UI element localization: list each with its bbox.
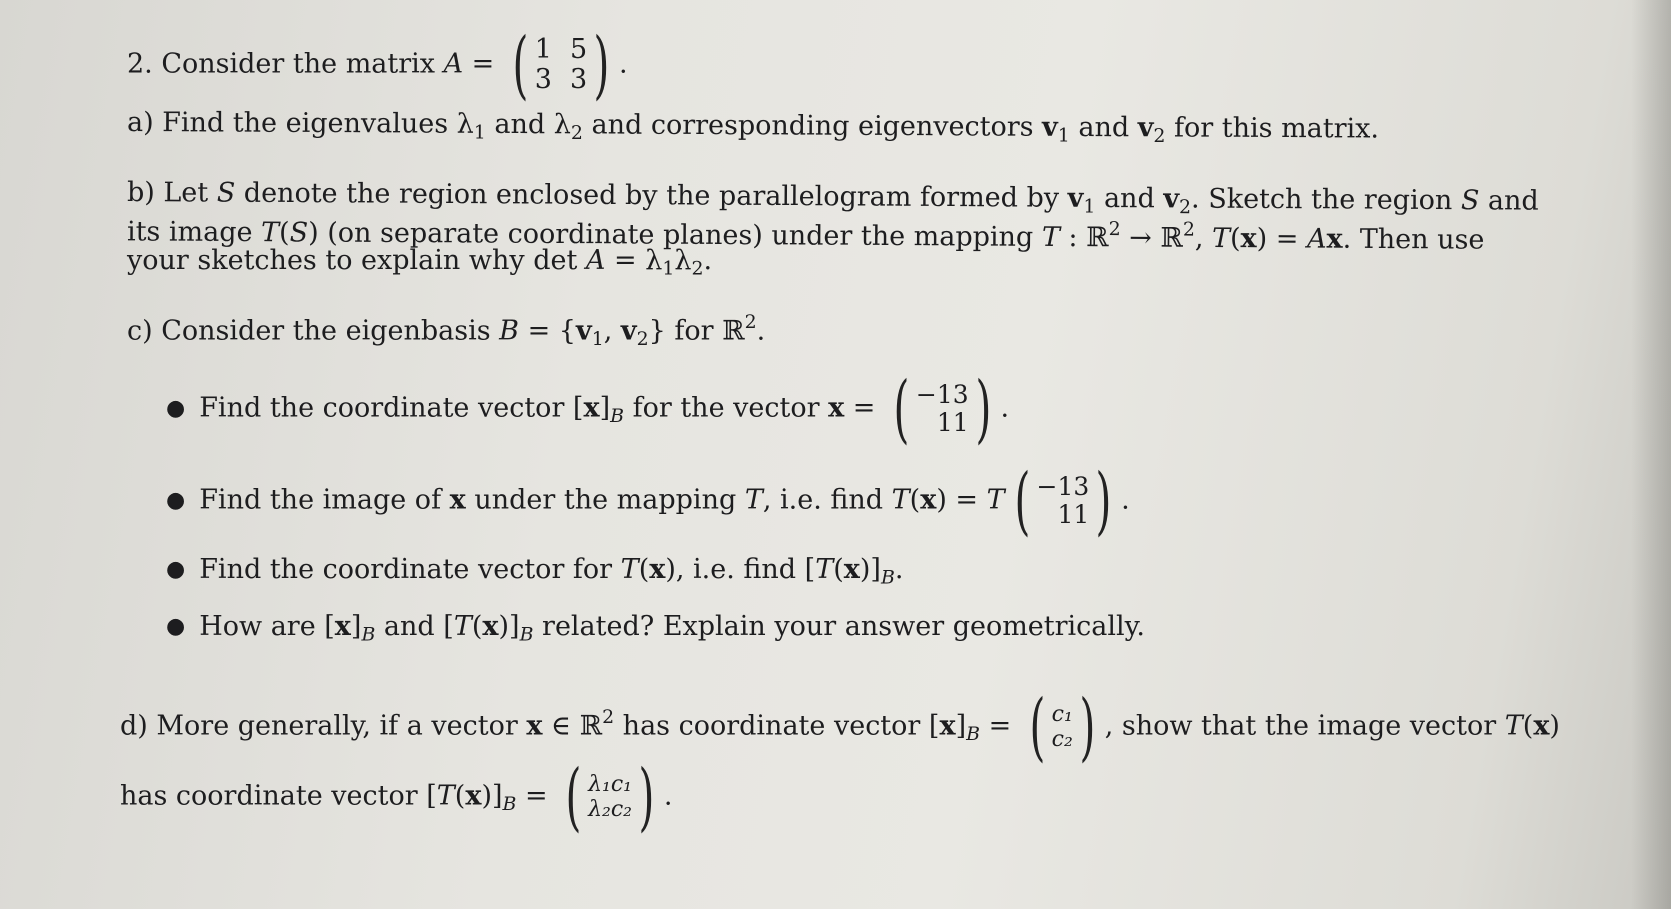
text: ] bbox=[350, 611, 362, 642]
map-t: T bbox=[453, 611, 472, 642]
text: and bbox=[1479, 185, 1539, 217]
map-t: T bbox=[261, 217, 280, 249]
text: a) Find the eigenvalues bbox=[126, 107, 457, 140]
column-vector: ( −13 11 ) bbox=[893, 366, 992, 452]
period: . bbox=[1121, 484, 1130, 516]
vector-v: v bbox=[1067, 182, 1084, 214]
text: , show that the image vector bbox=[1104, 710, 1505, 742]
text: = bbox=[980, 710, 1020, 742]
subscript: 1 bbox=[1057, 124, 1070, 147]
superscript: 2 bbox=[744, 311, 757, 333]
text: . bbox=[703, 245, 713, 276]
text: = bbox=[516, 780, 557, 812]
text: ( bbox=[638, 554, 650, 585]
matrix-variable: A bbox=[585, 245, 606, 276]
text: → ℝ bbox=[1120, 222, 1183, 254]
subscript: 1 bbox=[662, 257, 675, 280]
map-t: T bbox=[986, 484, 1005, 516]
vector-x: x bbox=[482, 611, 499, 642]
lambda: λ bbox=[553, 109, 572, 141]
text: ] bbox=[599, 392, 611, 424]
vector-x: x bbox=[526, 710, 543, 742]
text: has coordinate vector [ bbox=[614, 710, 940, 742]
vector-v: v bbox=[620, 315, 637, 347]
text: , bbox=[1194, 222, 1213, 254]
text: and bbox=[1069, 111, 1138, 144]
text: ( bbox=[1522, 710, 1534, 742]
map-t: T bbox=[891, 484, 910, 516]
vector-v: v bbox=[575, 315, 592, 347]
part-a bbox=[127, 107, 1379, 149]
text: Find the coordinate vector for bbox=[199, 554, 621, 585]
text: for the vector bbox=[624, 392, 829, 424]
vector-entry: λ₁c₁ bbox=[588, 771, 632, 797]
text: c) Consider the eigenbasis bbox=[127, 315, 500, 347]
set-s: S bbox=[216, 177, 236, 209]
part-d-line-2 bbox=[120, 754, 673, 840]
map-t: T bbox=[815, 554, 834, 585]
period: . bbox=[1000, 392, 1010, 424]
subscript: 1 bbox=[473, 121, 486, 144]
vector-entry: 11 bbox=[936, 408, 969, 437]
set-s: S bbox=[1460, 185, 1480, 217]
text: ( bbox=[1229, 223, 1241, 255]
text: . bbox=[894, 554, 904, 585]
subscript: 1 bbox=[591, 327, 604, 350]
basis-subscript: B bbox=[880, 566, 895, 589]
basis-b: B bbox=[499, 315, 520, 347]
bullet-item-2 bbox=[166, 458, 1130, 544]
page-shadow-edge bbox=[1631, 0, 1671, 909]
bullet-item-3 bbox=[166, 554, 903, 589]
basis-subscript: B bbox=[519, 623, 534, 646]
text: for this matrix. bbox=[1165, 112, 1380, 145]
text: has coordinate vector [ bbox=[120, 780, 437, 812]
matrix-entry: 3 bbox=[569, 64, 588, 95]
vector-entry: c₂ bbox=[1051, 727, 1073, 752]
text: ] bbox=[955, 710, 967, 742]
basis-subscript: B bbox=[610, 405, 625, 428]
map-t: T bbox=[1211, 222, 1231, 255]
text: λ bbox=[674, 245, 692, 276]
text: . Sketch the region bbox=[1191, 183, 1461, 217]
text: )] bbox=[481, 780, 503, 812]
question-intro bbox=[127, 22, 628, 108]
text: and [ bbox=[375, 611, 454, 642]
text: , bbox=[603, 315, 621, 347]
superscript: 2 bbox=[1108, 217, 1121, 241]
text: , i.e. find bbox=[762, 484, 892, 516]
lambda: λ bbox=[456, 108, 474, 140]
vector-entry: −13 bbox=[915, 379, 969, 409]
text: ( bbox=[833, 554, 844, 585]
subscript: 2 bbox=[636, 327, 649, 350]
vector-v: v bbox=[1042, 111, 1058, 143]
equals-sign: = bbox=[463, 48, 503, 80]
text: ( bbox=[279, 217, 290, 249]
text: your sketches to explain why det bbox=[127, 245, 586, 276]
vector-entry: −13 bbox=[1036, 471, 1090, 501]
period: . bbox=[663, 780, 673, 812]
text: ) bbox=[1549, 710, 1560, 742]
vector-x: x bbox=[465, 780, 482, 812]
intro-text: 2. Consider the matrix bbox=[127, 48, 444, 80]
text: b) Let bbox=[126, 177, 217, 209]
bullet-icon: ● bbox=[166, 557, 186, 582]
vector-v: v bbox=[1163, 183, 1180, 215]
map-t: T bbox=[620, 554, 639, 585]
matrix-entry: 3 bbox=[534, 64, 552, 95]
set-s: S bbox=[289, 217, 309, 249]
map-t: T bbox=[436, 780, 455, 812]
text: ) (on separate coordinate planes) under the mapping bbox=[308, 217, 1042, 253]
vector-v: v bbox=[1137, 112, 1154, 144]
vector-x: x bbox=[1240, 223, 1257, 255]
period: . bbox=[619, 48, 628, 80]
text: How are [ bbox=[199, 611, 335, 642]
vector-entry: λ₂c₂ bbox=[588, 797, 632, 822]
text: = bbox=[844, 392, 884, 424]
text: . bbox=[756, 315, 766, 347]
matrix-entry: 1 bbox=[534, 33, 552, 65]
text: denote the region enclosed by the parallelogram formed by bbox=[235, 177, 1068, 214]
text: ) = bbox=[1256, 223, 1308, 255]
matrix-entry: 5 bbox=[569, 33, 588, 65]
text: )] bbox=[498, 611, 520, 642]
basis-subscript: B bbox=[966, 723, 980, 746]
text: ) = bbox=[936, 484, 987, 516]
subscript: 1 bbox=[1083, 195, 1096, 218]
text: and bbox=[485, 108, 554, 141]
text: Find the image of bbox=[199, 484, 450, 516]
column-vector: ( c₁ c₂ ) bbox=[1029, 684, 1096, 770]
text: ( bbox=[454, 780, 466, 812]
superscript: 2 bbox=[602, 706, 615, 729]
vector-x: x bbox=[939, 710, 956, 742]
basis-subscript: B bbox=[502, 793, 517, 816]
vector-entry: c₁ bbox=[1051, 701, 1073, 727]
text: under the mapping bbox=[465, 484, 745, 516]
vector-x: x bbox=[334, 611, 351, 642]
text: and bbox=[1095, 182, 1164, 215]
text: its image bbox=[126, 216, 262, 249]
bullet-icon: ● bbox=[166, 614, 186, 639]
map-t: T bbox=[1504, 710, 1523, 742]
text: Find the coordinate vector [ bbox=[199, 392, 584, 424]
vector-x: x bbox=[583, 392, 600, 424]
vector-x: x bbox=[843, 554, 860, 585]
text: and corresponding eigenvectors bbox=[582, 109, 1043, 143]
text: related? Explain your answer geometrically. bbox=[533, 611, 1145, 642]
subscript: 2 bbox=[691, 257, 704, 280]
bullet-item-4 bbox=[166, 611, 1145, 646]
column-vector: ( λ₁c₁ λ₂c₂ ) bbox=[565, 754, 655, 840]
bullet-icon: ● bbox=[166, 395, 186, 421]
subscript: 2 bbox=[570, 121, 583, 145]
part-c bbox=[127, 311, 765, 351]
vector-x: x bbox=[828, 392, 845, 424]
vector-x: x bbox=[1326, 223, 1343, 255]
text: ( bbox=[909, 484, 921, 516]
vector-x: x bbox=[649, 554, 666, 585]
subscript: 2 bbox=[1178, 196, 1192, 219]
basis-subscript: B bbox=[361, 623, 376, 646]
matrix-variable: A bbox=[443, 48, 464, 80]
vector-x: x bbox=[920, 484, 937, 516]
text: = { bbox=[519, 315, 576, 347]
text: ( bbox=[471, 611, 483, 642]
vector-x: x bbox=[449, 484, 466, 516]
text: . Then use bbox=[1342, 223, 1485, 256]
text: } for ℝ bbox=[648, 315, 745, 347]
superscript: 2 bbox=[1182, 218, 1195, 241]
vector-x: x bbox=[1533, 710, 1550, 742]
bullet-item-1 bbox=[166, 366, 1010, 452]
text: d) More generally, if a vector bbox=[120, 710, 527, 742]
vector-entry: 11 bbox=[1057, 500, 1090, 529]
text: : ℝ bbox=[1059, 222, 1109, 254]
text: ), i.e. find [ bbox=[665, 554, 816, 585]
matrix-a: ( 1 5 3 3 ) bbox=[512, 22, 610, 108]
subscript: 2 bbox=[1153, 125, 1166, 148]
part-d-line-1 bbox=[120, 684, 1560, 770]
part-b-line-3 bbox=[127, 245, 712, 280]
text: ∈ ℝ bbox=[542, 710, 603, 742]
bullet-icon: ● bbox=[166, 487, 186, 513]
column-vector: ( −13 11 ) bbox=[1014, 458, 1112, 544]
map-t: T bbox=[1041, 221, 1060, 254]
map-t: T bbox=[744, 484, 763, 516]
text: )] bbox=[859, 554, 881, 585]
text: = λ bbox=[605, 245, 663, 276]
matrix-variable: A bbox=[1306, 223, 1327, 255]
